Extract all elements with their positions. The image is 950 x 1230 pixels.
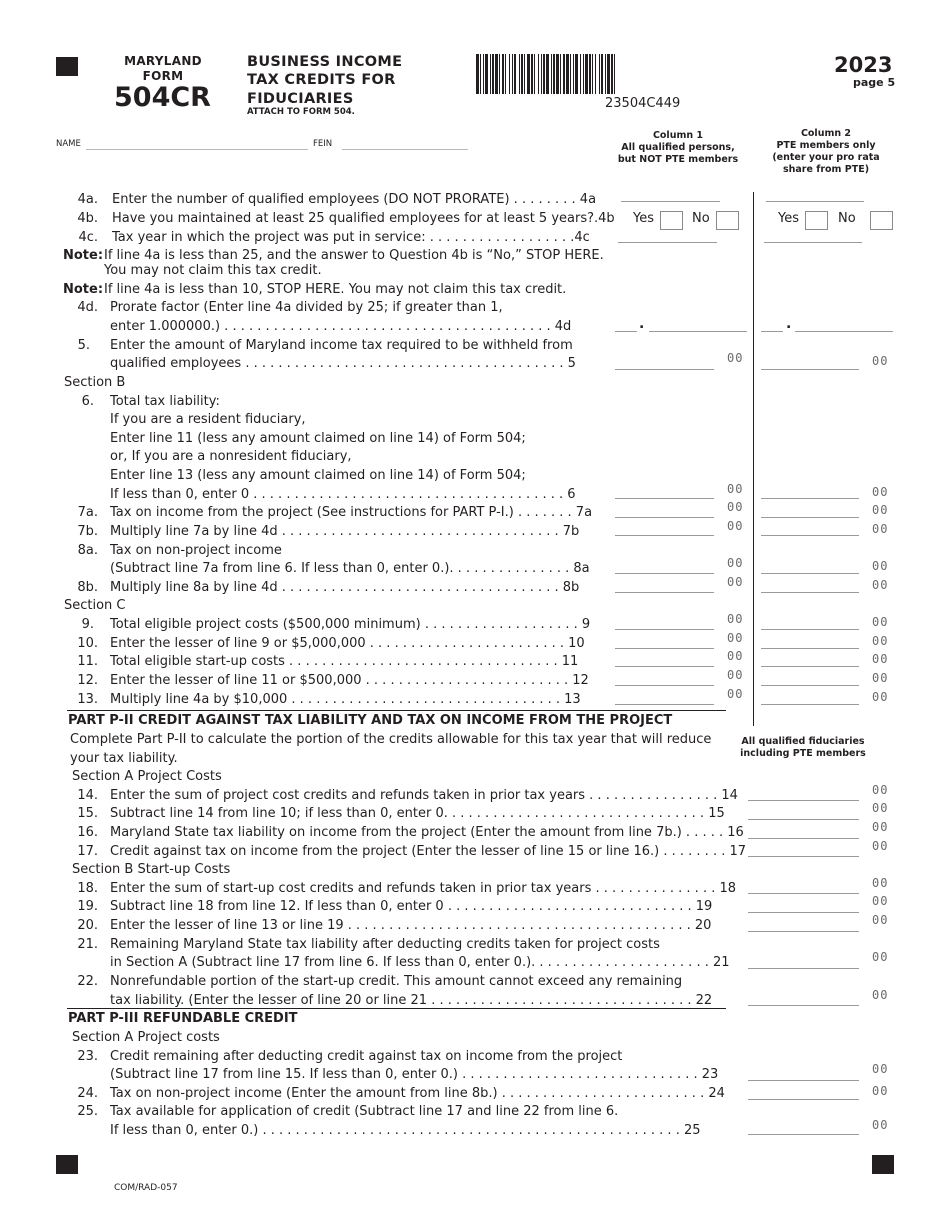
registration-mark-top-left — [56, 57, 78, 76]
line-text: Enter the lesser of line 9 or $5,000,000 . . . . . . . . . . . . . . . . . . . . . . . . 10 — [110, 636, 585, 651]
column2-sub1: PTE members only — [776, 140, 876, 151]
line-text: Total tax liability: — [110, 394, 220, 409]
cents-label: 00 — [872, 1084, 889, 1098]
line-9-col1-input[interactable] — [615, 629, 714, 630]
cents-label: 00 — [727, 575, 744, 589]
line-text: Subtract line 14 from line 10; if less than 0, enter 0. . . . . . . . . . . . . . . . . . . . . . . . . . . . . . . . 15 — [110, 806, 725, 821]
line-number: 13. — [77, 692, 98, 707]
line-number: 16. — [77, 825, 98, 840]
line-4b-col1-yes-checkbox[interactable] — [660, 211, 683, 230]
section-label: Section B Start-up Costs — [72, 862, 231, 877]
line-text: tax liability. (Enter the lesser of line 20 or line 21 . . . . . . . . . . . . . . . . . . . . . . . . . . . . . . . . 22 — [110, 993, 713, 1008]
cents-label: 00 — [872, 950, 889, 964]
cents-label: 00 — [727, 351, 744, 365]
form-code: COM/RAD-057 — [114, 1183, 178, 1193]
note-text: If line 4a is less than 25, and the answer to Question 4b is “No,” STOP HERE. — [104, 248, 604, 263]
line-number: 12. — [77, 673, 98, 688]
column2-sub3: share from PTE) — [782, 164, 870, 175]
section-label: Section C — [64, 598, 126, 613]
line-19-input[interactable] — [748, 912, 859, 913]
cents-label: 00 — [872, 652, 889, 666]
decimal-point: . — [786, 316, 792, 332]
line-6-col2-input[interactable] — [761, 498, 859, 499]
line-text: Tax on income from the project (See instructions for PART P-I.) . . . . . . . 7a — [110, 505, 593, 520]
line-text: Enter the lesser of line 11 or $500,000 . . . . . . . . . . . . . . . . . . . . . . . . . 12 — [110, 673, 589, 688]
line-text: Tax on non-project income — [110, 543, 282, 558]
line-text: Multiply line 7a by line 4d . . . . . . . . . . . . . . . . . . . . . . . . . . . . . . . . . . 7b — [110, 524, 580, 539]
registration-mark-bottom-left — [56, 1155, 78, 1174]
line-text: Maryland State tax liability on income from the project (Enter the amount from line 7b.) . . . . . 16 — [110, 825, 744, 840]
line-text: Remaining Maryland State tax liability after deducting credits taken for project costs — [110, 937, 660, 952]
column2-sub2: (enter your pro rata — [772, 152, 880, 163]
section-label: Section A Project Costs — [72, 769, 222, 784]
name-label: NAME — [56, 139, 81, 149]
line-text: Enter the amount of Maryland income tax required to be withheld from — [110, 338, 573, 353]
cents-label: 00 — [872, 839, 889, 853]
column-divider — [753, 192, 754, 726]
cents-label: 00 — [727, 556, 744, 570]
line-text: Total eligible start-up costs . . . . . . . . . . . . . . . . . . . . . . . . . . . . . . . . . 11 — [110, 654, 579, 669]
line-13-col1-input[interactable] — [615, 704, 714, 705]
column1-title: Column 1 — [652, 130, 704, 141]
note-label: Note: — [63, 282, 104, 297]
name-field[interactable] — [86, 149, 308, 150]
line-10-col1-input[interactable] — [615, 648, 714, 649]
intro-text: your tax liability. — [70, 751, 178, 766]
line-number: 23. — [77, 1049, 98, 1064]
fein-field[interactable] — [342, 149, 468, 150]
line-16-input[interactable] — [748, 838, 859, 839]
line-number: 6. — [81, 394, 94, 409]
cents-label: 00 — [727, 649, 744, 663]
line-4c-col1-input[interactable] — [618, 242, 717, 243]
line-number: 14. — [77, 788, 98, 803]
line-number: 4c. — [78, 230, 98, 245]
line-number: 4b. — [77, 211, 98, 226]
note-text: If line 4a is less than 10, STOP HERE. You may not claim this tax credit. — [104, 282, 567, 297]
line-number: 19. — [77, 899, 98, 914]
attach-note: ATTACH TO FORM 504. — [247, 107, 355, 117]
line-7a-col1-input[interactable] — [615, 517, 714, 518]
column1-header — [613, 130, 743, 166]
line-number: 17. — [77, 844, 98, 859]
column2-title: Column 2 — [800, 128, 852, 139]
line-text: Tax available for application of credit (Subtract line 17 and line 22 from line 6. — [110, 1104, 619, 1119]
cents-label: 00 — [727, 631, 744, 645]
line-text: in Section A (Subtract line 17 from line 6. If less than 0, enter 0.). . . . . . . . . . . . . . . . . . . . . . 21 — [110, 955, 730, 970]
all-fiduciaries-line1: All qualified fiduciaries — [741, 736, 865, 747]
line-9-col2-input[interactable] — [761, 629, 859, 630]
line-8b-col1-input[interactable] — [615, 592, 714, 593]
column1-sub1: All qualified persons, — [621, 142, 735, 153]
cents-label: 00 — [872, 522, 889, 536]
section-label: Section B — [64, 375, 126, 390]
form-word: FORM — [142, 69, 184, 83]
line-text: (Subtract line 7a from line 6. If less than 0, enter 0.). . . . . . . . . . . . . . . 8a — [110, 561, 590, 576]
cents-label: 00 — [727, 687, 744, 701]
line-20-input[interactable] — [748, 931, 859, 932]
line-4d-col1-decimal-input[interactable] — [649, 331, 747, 332]
line-5-col1-input[interactable] — [615, 369, 714, 370]
no-label: No — [692, 211, 710, 226]
note-label: Note: — [63, 248, 104, 263]
cents-label: 00 — [727, 612, 744, 626]
line-4a-col1-input[interactable] — [621, 201, 720, 202]
line-14-input[interactable] — [748, 800, 859, 801]
line-number: 20. — [77, 918, 98, 933]
cents-label: 00 — [872, 1062, 889, 1076]
cents-label: 00 — [872, 485, 889, 499]
line-text: Tax on non-project income (Enter the amount from line 8b.) . . . . . . . . . . . . . . . . . . . . . . . . . 24 — [110, 1086, 725, 1101]
line-4b-col2-yes-checkbox[interactable] — [805, 211, 828, 230]
cents-label: 00 — [872, 634, 889, 648]
cents-label: 00 — [872, 1118, 889, 1132]
line-25-input[interactable] — [748, 1134, 859, 1135]
cents-label: 00 — [872, 820, 889, 834]
line-text: Have you maintained at least 25 qualified employees for at least 5 years?.4b — [112, 211, 615, 226]
line-text: Credit against tax on income from the project (Enter the lesser of line 15 or line 16.) . . . . . . . . 17 — [110, 844, 747, 859]
yes-label: Yes — [778, 211, 799, 226]
line-number: 5. — [77, 338, 90, 353]
part-p3-rule — [67, 1008, 726, 1009]
line-number: 4a. — [77, 192, 98, 207]
page-number: page 5 — [853, 76, 896, 89]
line-text: If less than 0, enter 0 . . . . . . . . . . . . . . . . . . . . . . . . . . . . . . . . . . . . . . 6 — [110, 487, 576, 502]
cents-label: 00 — [872, 671, 889, 685]
line-15-input[interactable] — [748, 819, 859, 820]
cents-label: 00 — [872, 615, 889, 629]
line-number: 11. — [77, 654, 98, 669]
line-number: 10. — [77, 636, 98, 651]
line-number: 18. — [77, 881, 98, 896]
barcode-bar — [615, 54, 618, 94]
line-number: 8b. — [77, 580, 98, 595]
form-title-1: BUSINESS INCOME — [247, 54, 403, 70]
line-number: 22. — [77, 974, 98, 989]
line-11-col1-input[interactable] — [615, 666, 714, 667]
part-title: PART P-II CREDIT AGAINST TAX LIABILITY AND TAX ON INCOME FROM THE PROJECT — [68, 713, 673, 728]
line-text: Enter the lesser of line 13 or line 19 . . . . . . . . . . . . . . . . . . . . . . . . . . . . . . . . . . . . . . . . . . 20 — [110, 918, 712, 933]
line-24-input[interactable] — [748, 1099, 859, 1100]
line-text: or, If you are a nonresident fiduciary, — [110, 449, 352, 464]
line-number: 8a. — [77, 543, 98, 558]
line-6-col1-input[interactable] — [615, 498, 714, 499]
cents-label: 00 — [727, 519, 744, 533]
line-7b-col1-input[interactable] — [615, 535, 714, 536]
form-title-3: FIDUCIARIES — [247, 91, 354, 107]
intro-text: Complete Part P-II to calculate the portion of the credits allowable for this tax year that will reduce — [70, 732, 712, 747]
cents-label: 00 — [727, 500, 744, 514]
line-text: Enter the number of qualified employees (DO NOT PRORATE) . . . . . . . . 4a — [112, 192, 597, 207]
cents-label: 00 — [872, 690, 889, 704]
barcode — [476, 54, 813, 94]
form-number: 504CR — [114, 82, 211, 113]
line-10-col2-input[interactable] — [761, 648, 859, 649]
line-5-col2-input[interactable] — [761, 369, 859, 370]
cents-label: 00 — [727, 668, 744, 682]
line-22-input[interactable] — [748, 1005, 859, 1006]
line-text: Multiply line 4a by $10,000 . . . . . . . . . . . . . . . . . . . . . . . . . . . . . . . . . 13 — [110, 692, 581, 707]
barcode-text: 23504C449 — [605, 96, 681, 111]
line-13-col2-input[interactable] — [761, 704, 859, 705]
line-11-col2-input[interactable] — [761, 666, 859, 667]
line-text: Nonrefundable portion of the start-up credit. This amount cannot exceed any remaining — [110, 974, 683, 989]
fein-label: FEIN — [313, 139, 333, 149]
line-text: Enter the sum of start-up cost credits and refunds taken in prior tax years . . . . . . . . . . . . . . . 18 — [110, 881, 737, 896]
line-text: Subtract line 18 from line 12. If less than 0, enter 0 . . . . . . . . . . . . . . . . . . . . . . . . . . . . . . 19 — [110, 899, 713, 914]
cents-label: 00 — [872, 876, 889, 890]
line-4c-col2-input[interactable] — [764, 242, 862, 243]
line-text: enter 1.000000.) . . . . . . . . . . . . . . . . . . . . . . . . . . . . . . . . . . . . . . . . 4d — [110, 319, 572, 334]
line-number: 24. — [77, 1086, 98, 1101]
form-title-2: TAX CREDITS FOR — [247, 72, 396, 88]
line-8a-col2-input[interactable] — [761, 573, 859, 574]
line-4b-col1-no-checkbox[interactable] — [716, 211, 739, 230]
section-label: Section A Project costs — [72, 1030, 220, 1045]
state-label: MARYLAND — [124, 54, 202, 68]
line-18-input[interactable] — [748, 893, 859, 894]
line-7a-col2-input[interactable] — [761, 517, 859, 518]
cents-label: 00 — [872, 503, 889, 517]
column2-header — [762, 128, 890, 176]
line-text: Tax year in which the project was put in service: . . . . . . . . . . . . . . . . . .4c — [112, 230, 590, 245]
line-12-col1-input[interactable] — [615, 685, 714, 686]
line-8b-col2-input[interactable] — [761, 592, 859, 593]
cents-label: 00 — [872, 578, 889, 592]
cents-label: 00 — [872, 783, 889, 797]
all-fiduciaries-header — [733, 736, 873, 760]
cents-label: 00 — [872, 913, 889, 927]
registration-mark-bottom-right — [872, 1155, 894, 1174]
line-7b-col2-input[interactable] — [761, 535, 859, 536]
all-fiduciaries-line2: including PTE members — [740, 748, 866, 759]
line-4a-col2-input[interactable] — [766, 201, 864, 202]
cents-label: 00 — [872, 801, 889, 815]
line-4d-col1-whole-input[interactable] — [615, 331, 637, 332]
line-text: Enter line 13 (less any amount claimed on line 14) of Form 504; — [110, 468, 526, 483]
line-text: Enter the sum of project cost credits and refunds taken in prior tax years . . . . . . . . . . . . . . . . 14 — [110, 788, 738, 803]
line-number: 15. — [77, 806, 98, 821]
line-21-input[interactable] — [748, 968, 859, 969]
cents-label: 00 — [872, 988, 889, 1002]
part-p2-rule — [67, 710, 726, 711]
line-number: 7a. — [77, 505, 98, 520]
line-number: 25. — [77, 1104, 98, 1119]
line-text: Credit remaining after deducting credit against tax on income from the project — [110, 1049, 623, 1064]
line-text: If less than 0, enter 0.) . . . . . . . . . . . . . . . . . . . . . . . . . . . . . . . . . . . . . . . . . . . . . . . . . . . 25 — [110, 1123, 701, 1138]
line-text: (Subtract line 17 from line 15. If less than 0, enter 0.) . . . . . . . . . . . . . . . . . . . . . . . . . . . . . 23 — [110, 1067, 719, 1082]
line-4d-col2-whole-input[interactable] — [761, 331, 783, 332]
line-12-col2-input[interactable] — [761, 685, 859, 686]
line-4b-col2-no-checkbox[interactable] — [870, 211, 893, 230]
line-text: Total eligible project costs ($500,000 minimum) . . . . . . . . . . . . . . . . . . . 9 — [110, 617, 591, 632]
tax-year: 2023 — [834, 53, 893, 77]
line-text: If you are a resident fiduciary, — [110, 412, 306, 427]
column1-sub2: but NOT PTE members — [617, 154, 739, 165]
part-title: PART P-III REFUNDABLE CREDIT — [68, 1011, 298, 1026]
cents-label: 00 — [872, 894, 889, 908]
line-text: Prorate factor (Enter line 4a divided by 25; if greater than 1, — [110, 300, 503, 315]
line-text: qualified employees . . . . . . . . . . . . . . . . . . . . . . . . . . . . . . . . . . . . . . . 5 — [110, 356, 576, 371]
line-text: Multiply line 8a by line 4d . . . . . . . . . . . . . . . . . . . . . . . . . . . . . . . . . . 8b — [110, 580, 580, 595]
cents-label: 00 — [727, 482, 744, 496]
line-number: 21. — [77, 937, 98, 952]
line-17-input[interactable] — [748, 856, 859, 857]
decimal-point: . — [639, 316, 645, 332]
line-8a-col1-input[interactable] — [615, 573, 714, 574]
line-23-input[interactable] — [748, 1080, 859, 1081]
note-text: You may not claim this tax credit. — [104, 263, 322, 278]
line-text: Enter line 11 (less any amount claimed on line 14) of Form 504; — [110, 431, 526, 446]
cents-label: 00 — [872, 354, 889, 368]
cents-label: 00 — [872, 559, 889, 573]
line-number: 7b. — [77, 524, 98, 539]
line-number: 4d. — [77, 300, 98, 315]
line-number: 9. — [81, 617, 94, 632]
yes-label: Yes — [633, 211, 654, 226]
no-label: No — [838, 211, 856, 226]
line-4d-col2-decimal-input[interactable] — [795, 331, 893, 332]
